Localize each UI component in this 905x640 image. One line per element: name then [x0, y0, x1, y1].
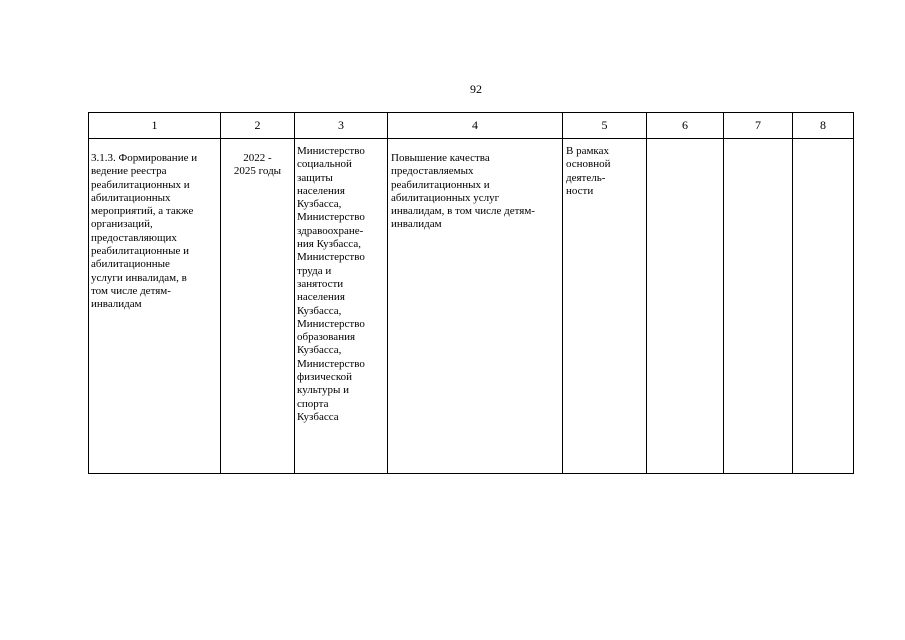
period-cell: [221, 139, 295, 474]
period-text: 2022 - 2025 годы: [233, 152, 282, 178]
column-header-5: 5: [563, 113, 647, 139]
column-header-2: 2: [221, 113, 295, 139]
column-header-7: 7: [724, 113, 793, 139]
table-row: [89, 139, 854, 474]
column-6-cell: [647, 139, 724, 474]
column-header-8: 8: [793, 113, 854, 139]
column-header-1: 1: [89, 113, 221, 139]
column-header-3: 3: [295, 113, 388, 139]
column-header-4: 4: [388, 113, 563, 139]
column-7-cell: [724, 139, 793, 474]
program-table: [88, 112, 854, 474]
header-row: [89, 113, 854, 139]
activity-cell: [89, 139, 221, 474]
executors-cell: [295, 139, 388, 474]
result-cell: [388, 139, 563, 474]
funding-text: В рамках основной деятель- ности: [566, 145, 611, 197]
funding-cell: [563, 139, 647, 474]
page-number: 92: [470, 82, 482, 96]
column-header-6: 6: [647, 113, 724, 139]
result-text: Повышение качества предоставляемых реабилитационных и абилитационных услуг инвалидам, в том числе детям- инвалидам: [391, 152, 535, 231]
executors-text: Министерство социальной защиты населения Кузбасса, Министерство здравоохране- ния Кузбасса, Министерство труда и занятости населения Кузбасса, Министерство образования Кузбасса, Министерство физической культуры и спорта Кузбасса: [297, 145, 365, 423]
column-8-cell: [793, 139, 854, 474]
activity-text: 3.1.3. Формирование и ведение реестра реабилитационных и абилитационных мероприятий, а также организаций, предоставляющих реабилитационные и абилитационные услуги инвалидам, в том числе детям- инвалидам: [91, 152, 198, 311]
